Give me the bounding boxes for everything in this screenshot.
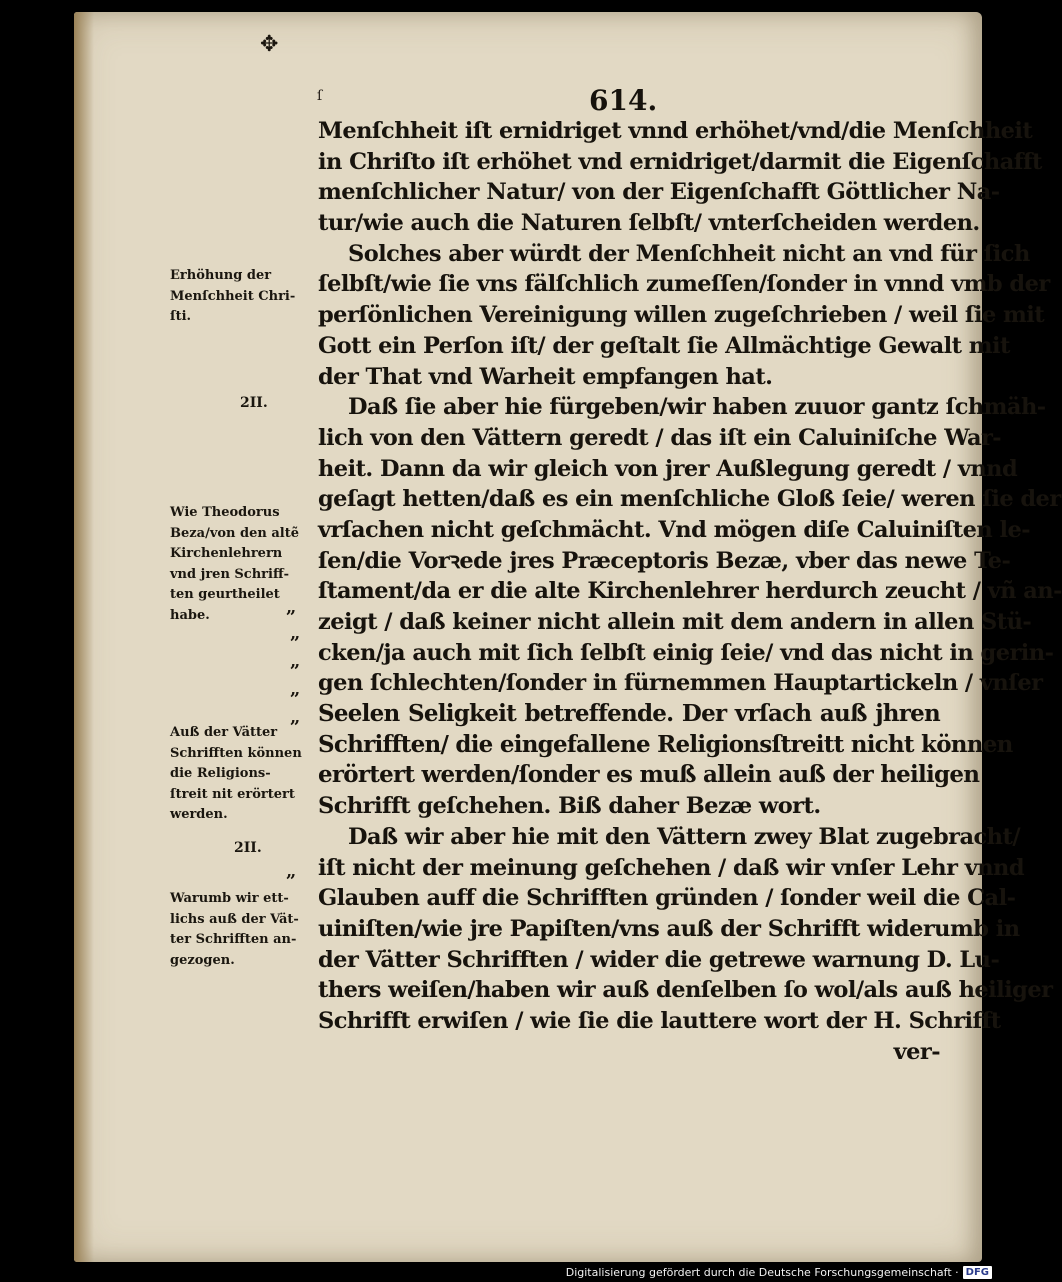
text-line: menſchlicher Natur/ von der Eigenſchafft Göttlicher Na- <box>318 179 1000 206</box>
quote-mark: „ <box>286 597 297 618</box>
text-line: ſtament/da er die alte Kirchenlehrer herdurch zeucht / vñ an- <box>318 578 1062 605</box>
text-line: erörtert werden/ſonder es muß allein auß der heiligen <box>318 761 980 789</box>
text-line: Daß wir aber hie mit den Vättern zwey Blat zugebracht/ <box>348 823 1020 850</box>
text-line: der Vätter Schrifften / wider die getrewe warnung D. Lu- <box>318 946 1000 973</box>
quote-mark: „ <box>290 679 301 700</box>
text-line: Schrifft erwiſen / wie ſie die lauttere wort der H. Schrifft <box>318 1007 1001 1034</box>
page-number: 614. <box>589 84 658 117</box>
quote-mark: „ <box>290 707 301 728</box>
text-line: in Chriſto iſt erhöhet vnd ernidriget/darmit die Eigenſchafft <box>318 148 1042 175</box>
text-line: gen ſchlechten/ſonder in fürnemmen Hauptartickeln / vnſer <box>318 670 1043 697</box>
margin-marker: 2II. <box>234 840 262 856</box>
ornament-icon: ✥ <box>260 32 279 57</box>
text-line: Solches aber würdt der Menſchheit nicht an vnd für ſich <box>348 240 1030 267</box>
text-line: Glauben auff die Schrifften gründen / ſonder weil die Cal- <box>318 885 1016 912</box>
margin-note: Auß der Vätter Schrifften können die Religions- ſtreit nit erörtert werden. <box>170 725 302 823</box>
main-text <box>318 116 1062 1067</box>
text-line: ſelbſt/wie ſie vns fälſchlich zumeſſen/ſonder in vnnd vmb der <box>318 271 1050 298</box>
text-line: Gott ein Perſon iſt/ der geſtalt ſie Allmächtige Gewalt mit <box>318 332 1010 359</box>
text-line: der That vnd Warheit empfangen hat. <box>318 363 773 390</box>
footer-credit <box>566 1266 992 1279</box>
text-line: tur/wie auch die Naturen ſelbſt/ vnterſcheiden werden. <box>318 210 980 237</box>
margin-marker: 2II. <box>240 395 268 411</box>
quote-mark: „ <box>290 651 301 672</box>
printer-mark: ſ <box>317 88 323 104</box>
dfg-logo-icon: DFG <box>963 1266 992 1279</box>
text-line: vrſachen nicht geſchmächt. Vnd mögen diſe Caluiniſten le- <box>318 516 1031 543</box>
footer-text: Digitalisierung gefördert durch die Deutsche Forschungsgemeinschaft · <box>565 1266 959 1279</box>
text-line: Schrifft geſchehen. Biß daher Bezæ wort. <box>318 793 821 820</box>
margin-note: Wie Theodorus Beza/von den altẽ Kirchenlehrern vnd jren Schriff- ten geurtheilet habe. <box>170 505 299 623</box>
text-line: ſen/die Vorꝛede jres Præceptoris Bezæ, vber das newe Te- <box>318 547 1011 574</box>
text-line: perſönlichen Vereinigung willen zugeſchrieben / weil ſie mit <box>318 302 1045 329</box>
quote-mark: „ <box>290 623 301 644</box>
catchword: ver- <box>893 1038 940 1065</box>
margin-note: Erhöhung der Menſchheit Chri- ſti. <box>170 268 296 325</box>
text-line: cken/ja auch mit ſich ſelbſt einig ſeie/ vnd das nicht in gerin- <box>318 639 1054 666</box>
text-line: zeigt / daß keiner nicht allein mit dem andern in allen Stü- <box>318 609 1032 635</box>
margin-note: Warumb wir ett- lichs auß der Vät- ter Schrifften an- gezogen. <box>170 891 299 968</box>
text-line: uiniſten/wie jre Papiſten/vns auß der Schrifft widerumb in <box>318 915 1020 942</box>
text-line: Schrifften/ die eingefallene Religionsſtreitt nicht können <box>318 730 1013 758</box>
text-line: Menſchheit iſt ernidriget vnnd erhöhet/vnd/die Menſchheit <box>318 118 1033 144</box>
text-line: iſt nicht der meinung geſchehen / daß wir vnſer Lehr vnnd <box>318 854 1025 881</box>
quote-mark: „ <box>286 861 297 882</box>
text-line: lich von den Vättern geredt / das iſt ein Caluiniſche War- <box>318 424 1002 451</box>
text-line: Seelen Seligkeit betreffende. Der vrſach auß jhren <box>318 700 940 728</box>
text-line: thers weiſen/haben wir auß denſelben ſo wol/als auß heiliger <box>318 977 1053 1004</box>
text-line: Daß ſie aber hie fürgeben/wir haben zuuor gantz ſchmäh- <box>348 394 1046 421</box>
text-line: heit. Dann da wir gleich von jrer Außlegung geredt / vnnd <box>318 455 1018 482</box>
book-page <box>74 12 1062 1262</box>
text-line: geſagt hetten/daß es ein menſchliche Gloß ſeie/ weren ſie der <box>318 486 1061 513</box>
